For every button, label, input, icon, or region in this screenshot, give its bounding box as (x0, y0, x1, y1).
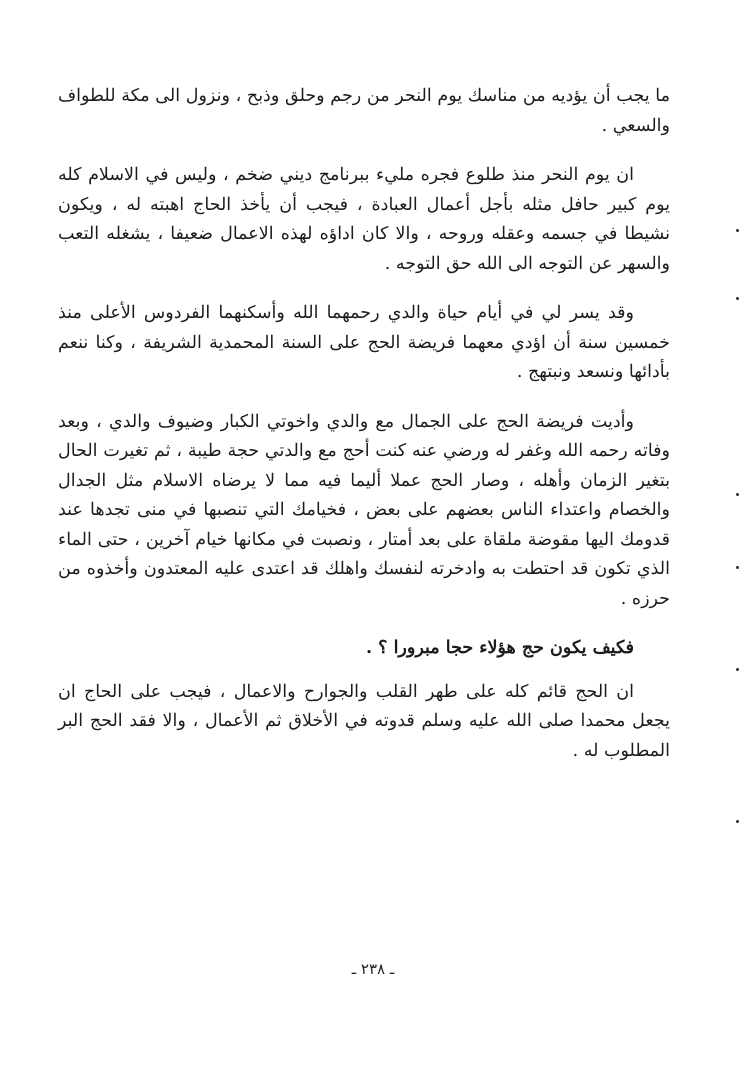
paragraph-3: وقد يسر لي في أيام حياة والدي رحمهما الله وأسكنهما الفردوس الأعلى منذ خمسين سنة أن اؤدي معهما فريضة الحج على السنة المحمدية الشريفة ، وكنا ننعم بأدائها ونسعد ونبتهج . (58, 303, 670, 382)
margin-speck (736, 493, 739, 496)
margin-speck (736, 820, 739, 823)
margin-speck (736, 668, 739, 671)
page-number: ـ ٢٣٨ ـ (351, 960, 395, 978)
page-body (58, 82, 670, 786)
paragraph-4: وأديت فريضة الحج على الجمال مع والدي واخوتي الكبار وضيوف والدي ، وبعد وفاته رحمه الله وغفر له ورضي عنه كنت أحج مع والدتي حجة طيبة ، ثم تغيرت الحال بتغير الزمان وأهله ، وصار الحج عملا أليما فيه مما لا يرضاه الاسلام مثل الجدال والخصام واعتداء الناس بعضهم على بعض ، فخيامك التي تنصبها في منى تجدها عند قدومك اليها مقوضة ملقاة على بعد أمتار ، ونصبت في مكانها خيام آخرين ، حتى الماء الذي تكون قد احتطت به وادخرته لنفسك واهلك قد اعتدى عليه المعتدون وأخذوه من حرزه . (58, 411, 670, 609)
margin-speck (736, 566, 739, 569)
paragraph-6: ان الحج قائم كله على طهر القلب والجوارح والاعمال ، فيجب على الحاج ان يجعل محمدا صلى الله عليه وسلم قدوته في الأخلاق ثم الأعمال ، والا فقد الحج البر المطلوب له . (58, 681, 670, 761)
question-heading: فكيف يكون حج هؤلاء حجا مبرورا ؟ . (366, 638, 634, 658)
margin-speck (736, 297, 739, 300)
margin-speck (736, 229, 739, 232)
paragraph-2: ان يوم النحر منذ طلوع فجره مليء ببرنامج ديني ضخم ، وليس في الاسلام كله يوم كبير حافل مثله بأجل أعمال العبادة ، فيجب أن يأخذ الحاج اهبته له ، ويكون نشيطا في جسمه وعقله وروحه ، والا كان اداؤه لهذه الاعمال ضعيفا ، يشغله التعب والسهر عن التوجه الى الله حق التوجه . (58, 165, 670, 274)
paragraph-1: ما يجب أن يؤديه من مناسك يوم النحر من رجم وحلق وذبح ، ونزول الى مكة للطواف والسعي . (58, 86, 670, 136)
